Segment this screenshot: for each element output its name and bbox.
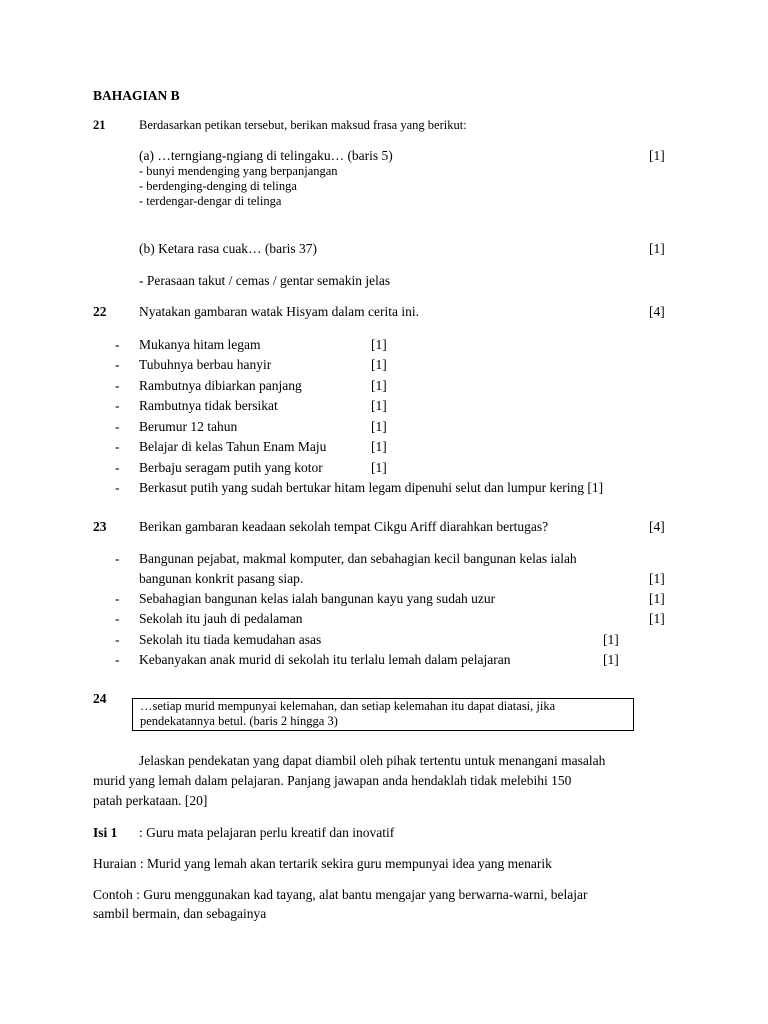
bullet: -: [115, 378, 120, 393]
quote-line-1: …setiap murid mempunyai kelemahan, dan setiap kelemahan itu dapat diatasi, jika: [140, 699, 556, 713]
bullet: -: [115, 398, 120, 413]
list-item-mark: [1]: [649, 611, 665, 626]
q24-paragraph-line-3: patah perkataan. [20]: [93, 793, 208, 808]
list-item: Mukanya hitam legam: [139, 337, 261, 352]
list-item: Berkasut putih yang sudah bertukar hitam legam dipenuhi selut dan lumpur kering [1]: [139, 480, 604, 495]
question-number-22: 22: [93, 304, 107, 319]
q24-paragraph-line-1: Jelaskan pendekatan yang dapat diambil oleh pihak tertentu untuk menangani masalah: [139, 753, 606, 768]
question-number-21: 21: [93, 118, 106, 132]
q21a-answer-1: - bunyi mendenging yang berpanjangan: [139, 164, 338, 178]
q21a-mark: [1]: [649, 148, 665, 163]
list-item-mark: [1]: [371, 378, 387, 393]
bullet: -: [115, 551, 120, 566]
q23-prompt: Berikan gambaran keadaan sekolah tempat Cikgu Ariff diarahkan bertugas?: [139, 519, 549, 534]
list-item: Bangunan pejabat, makmal komputer, dan sebahagian kecil bangunan kelas ialah: [139, 551, 577, 566]
list-item: Sekolah itu tiada kemudahan asas: [139, 632, 322, 647]
list-item-mark: [1]: [371, 419, 387, 434]
isi-label: Isi 1: [93, 825, 118, 840]
contoh-line-1: Contoh : Guru menggunakan kad tayang, alat bantu mengajar yang berwarna-warni, belajar: [93, 887, 588, 902]
bullet: -: [115, 652, 120, 667]
bullet: -: [115, 439, 120, 454]
list-item: Rambutnya tidak bersikat: [139, 398, 278, 413]
list-item-mark: [1]: [371, 439, 387, 454]
q21-prompt: Berdasarkan petikan tersebut, berikan maksud frasa yang berikut:: [139, 118, 467, 132]
list-item: Berumur 12 tahun: [139, 419, 238, 434]
list-item: Tubuhnya berbau hanyir: [139, 357, 272, 372]
huraian-text: Huraian : Murid yang lemah akan tertarik sekira guru mempunyai idea yang menarik: [93, 856, 552, 871]
bullet: -: [115, 611, 120, 626]
q24-paragraph-line-2: murid yang lemah dalam pelajaran. Panjang jawapan anda hendaklah tidak melebihi 150: [93, 773, 572, 788]
q22-prompt: Nyatakan gambaran watak Hisyam dalam cerita ini.: [139, 304, 420, 319]
q21b-answer: - Perasaan takut / cemas / gentar semakin jelas: [139, 273, 391, 288]
list-item-mark: [1]: [603, 632, 619, 647]
quote-line-2: pendekatannya betul. (baris 2 hingga 3): [140, 714, 338, 728]
bullet: -: [115, 480, 120, 495]
bullet: -: [115, 591, 120, 606]
q23-mark: [4]: [649, 519, 665, 534]
list-item-mark: [1]: [649, 571, 665, 586]
list-item: Belajar di kelas Tahun Enam Maju: [139, 439, 327, 454]
q22-mark: [4]: [649, 304, 665, 319]
section-heading: BAHAGIAN B: [93, 88, 180, 103]
bullet: -: [115, 419, 120, 434]
list-item: Berbaju seragam putih yang kotor: [139, 460, 323, 475]
list-item-mark: [1]: [649, 591, 665, 606]
list-item-mark: [1]: [371, 460, 387, 475]
list-item: Sebahagian bangunan kelas ialah bangunan kayu yang sudah uzur: [139, 591, 496, 606]
list-item-mark: [1]: [603, 652, 619, 667]
q21a-answer-3: - terdengar-dengar di telinga: [139, 194, 282, 208]
list-item: Kebanyakan anak murid di sekolah itu terlalu lemah dalam pelajaran: [139, 652, 511, 667]
q21b-mark: [1]: [649, 241, 665, 256]
list-item-mark: [1]: [371, 337, 387, 352]
list-item-mark: [1]: [371, 357, 387, 372]
list-item: Rambutnya dibiarkan panjang: [139, 378, 302, 393]
bullet: -: [115, 357, 120, 372]
list-item-mark: [1]: [371, 398, 387, 413]
q21a-answer-2: - berdenging-denging di telinga: [139, 179, 297, 193]
bullet: -: [115, 460, 120, 475]
question-number-24: 24: [93, 691, 107, 706]
isi-text: : Guru mata pelajaran perlu kreatif dan inovatif: [139, 825, 395, 840]
bullet: -: [115, 632, 120, 647]
q21a-text: (a) …terngiang-ngiang di telingaku… (baris 5): [139, 148, 393, 163]
question-number-23: 23: [93, 519, 107, 534]
list-item-continuation: bangunan konkrit pasang siap.: [139, 571, 304, 586]
q21b-text: (b) Ketara rasa cuak… (baris 37): [139, 241, 318, 256]
list-item: Sekolah itu jauh di pedalaman: [139, 611, 303, 626]
contoh-line-2: sambil bermain, dan sebagainya: [93, 906, 267, 921]
bullet: -: [115, 337, 120, 352]
